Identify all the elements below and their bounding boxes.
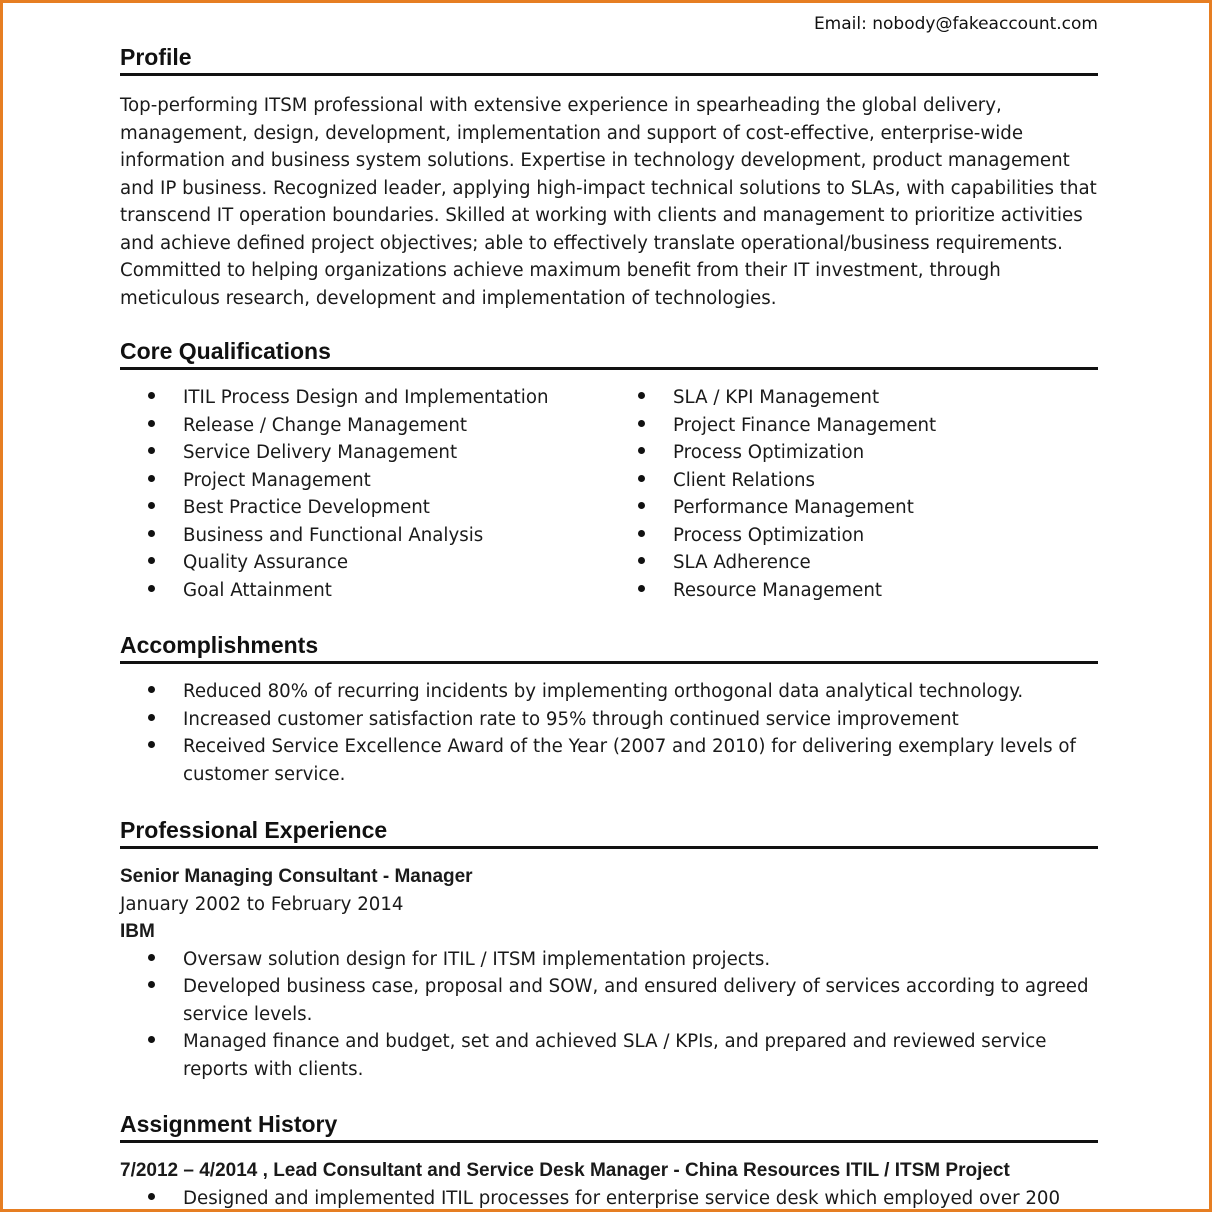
qualifications-heading: Core Qualifications [120, 337, 1098, 370]
list-item: Reduced 80% of recurring incidents by implementing orthogonal data analytical technology. [120, 678, 1098, 706]
list-item: Best Practice Development [120, 494, 610, 522]
list-item: Process Optimization [610, 522, 936, 550]
bullet-icon [148, 420, 155, 427]
list-item: Developed business case, proposal and SOW, and ensured delivery of services according to agreed service levels. [120, 973, 1098, 1028]
bullet-icon [148, 585, 155, 592]
list-item: Service Delivery Management [120, 439, 610, 467]
assignments-section [120, 1110, 1098, 1212]
job-dates: January 2002 to February 2014 [120, 893, 404, 915]
bullet-icon [148, 392, 155, 399]
accomplishments-section [120, 631, 1098, 788]
bullet-icon [148, 1193, 155, 1200]
list-item: Received Service Excellence Award of the Year (2007 and 2010) for delivering exemplary levels of customer service. [120, 733, 1098, 788]
bullet-icon [148, 475, 155, 482]
assignments-list [120, 1185, 1098, 1212]
experience-section [120, 816, 1098, 1083]
qualifications-columns [120, 384, 1098, 604]
company-name: IBM [120, 921, 155, 942]
bullet-icon [638, 585, 645, 592]
bullet-icon [638, 502, 645, 509]
bullet-icon [148, 686, 155, 693]
list-item: Increased customer satisfaction rate to 95% through continued service improvement [120, 706, 1098, 734]
bullet-icon [148, 557, 155, 564]
list-item: Business and Functional Analysis [120, 522, 610, 550]
bullet-icon [638, 475, 645, 482]
accomplishments-list [120, 678, 1098, 788]
list-item: Project Management [120, 467, 610, 495]
profile-section [120, 43, 1098, 312]
qualifications-left-list [120, 384, 610, 604]
bullet-icon [638, 420, 645, 427]
job-title: Senior Managing Consultant - Manager [120, 866, 473, 887]
list-item: Performance Management [610, 494, 936, 522]
list-item: Project Finance Management [610, 412, 936, 440]
bullet-icon [148, 530, 155, 537]
bullet-icon [148, 502, 155, 509]
list-item: Designed and implemented ITIL processes for enterprise service desk which employed over 200 [120, 1185, 1098, 1212]
bullet-icon [638, 392, 645, 399]
list-item: SLA / KPI Management [610, 384, 936, 412]
list-item: Resource Management [610, 577, 936, 605]
profile-text: Top-performing ITSM professional with extensive experience in spearheading the global delivery, management, design, development, implementation and support of cost-effective, enterprise-wide information and business system solutions. Expertise in technology development, product management and IP business. Recognized leader, applying high-impact technical solutions to SLAs, with capabilities that transcend IT operation boundaries. Skilled at working with clients and management to prioritize activities and achieve defined project objectives; able to effectively translate operational/business requirements. Committed to helping organizations achieve maximum benefit from their IT investment, through meticulous research, development and implementation of technologies. [120, 95, 1097, 309]
experience-heading: Professional Experience [120, 816, 1098, 849]
qualifications-right-list [610, 384, 936, 604]
experience-list [120, 946, 1098, 1084]
list-item: ITIL Process Design and Implementation [120, 384, 610, 412]
profile-heading: Profile [120, 43, 1098, 76]
bullet-icon [148, 1036, 155, 1043]
assignment-heading: 7/2012 – 4/2014 , Lead Consultant and Service Desk Manager - China Resources ITIL / ITSM Project [120, 1160, 1010, 1181]
list-item: Release / Change Management [120, 412, 610, 440]
list-item: Managed finance and budget, set and achieved SLA / KPIs, and prepared and reviewed service reports with clients. [120, 1028, 1098, 1083]
bullet-icon [638, 557, 645, 564]
list-item: SLA Adherence [610, 549, 936, 577]
bullet-icon [638, 447, 645, 454]
assignments-heading: Assignment History [120, 1110, 1098, 1143]
header-email[interactable]: Email: nobody@fakeaccount.com [813, 14, 1098, 34]
accomplishments-heading: Accomplishments [120, 631, 1098, 664]
bullet-icon [638, 530, 645, 537]
list-item: Oversaw solution design for ITIL / ITSM implementation projects. [120, 946, 1098, 974]
bullet-icon [148, 447, 155, 454]
qualifications-section [120, 337, 1098, 604]
list-item: Process Optimization [610, 439, 936, 467]
bullet-icon [148, 741, 155, 748]
list-item: Client Relations [610, 467, 936, 495]
bullet-icon [148, 954, 155, 961]
bullet-icon [148, 981, 155, 988]
list-item: Quality Assurance [120, 549, 610, 577]
bullet-icon [148, 714, 155, 721]
list-item: Goal Attainment [120, 577, 610, 605]
